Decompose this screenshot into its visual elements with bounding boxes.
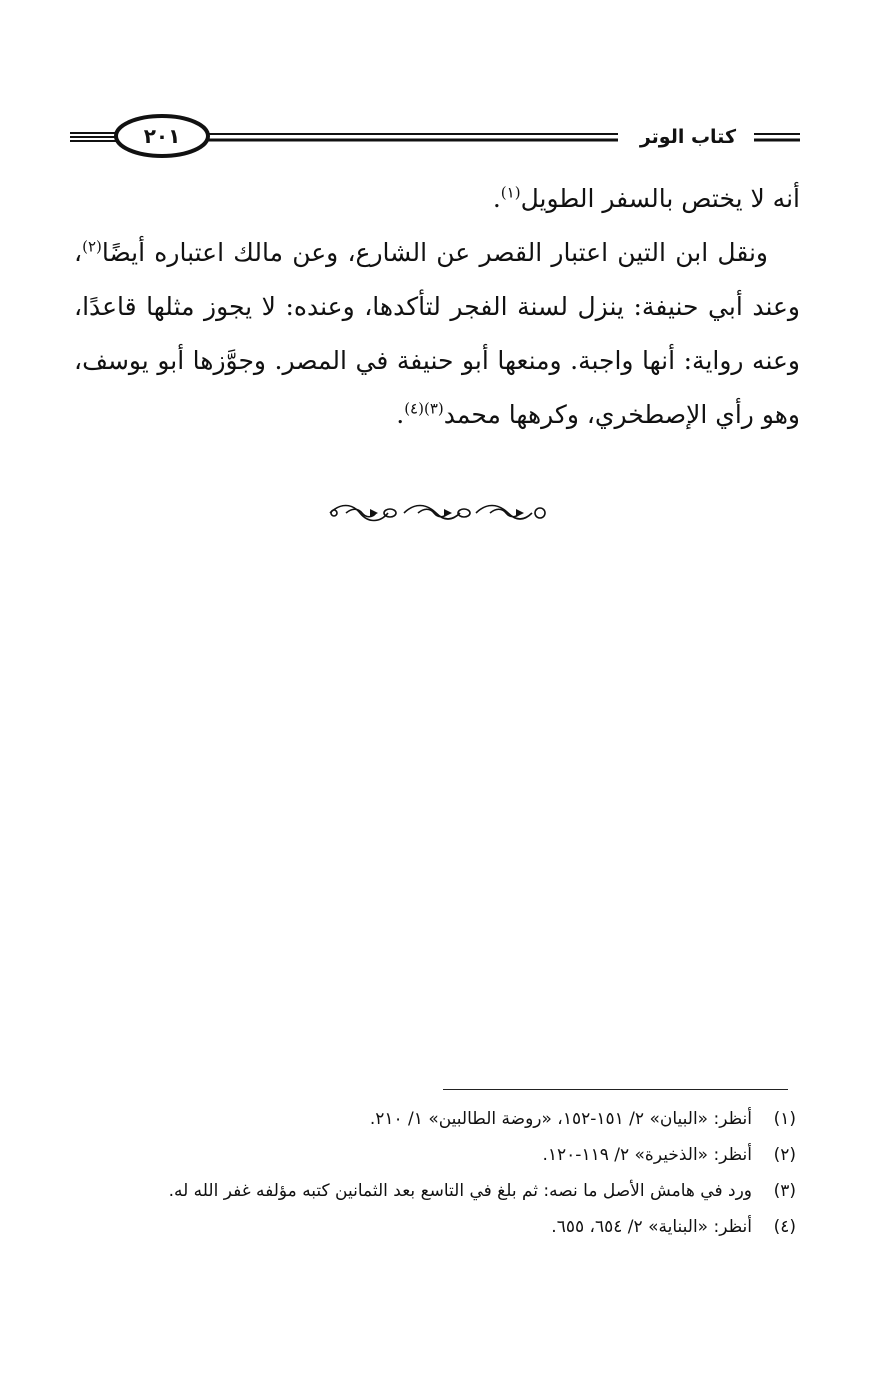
- paragraph-1-text: أنه لا يختص بالسفر الطويل: [520, 184, 800, 213]
- footnote-ref-3[interactable]: (٣): [423, 399, 444, 418]
- paragraph-2: [74, 226, 800, 442]
- footnote-2: [66, 1137, 796, 1173]
- footnote-text: أنظر: «البيان» ٢/ ١٥١-١٥٢، «روضة الطالبين» ١/ ٢١٠.: [369, 1109, 752, 1129]
- page-header: [70, 112, 806, 162]
- paragraph-1-end: .: [492, 184, 501, 213]
- page-number: ٢٠١: [143, 124, 181, 148]
- footnote-number: (٤): [773, 1217, 796, 1237]
- footnote-ref-2[interactable]: (٢): [82, 237, 102, 256]
- paragraph-2-text-a: ونقل ابن التين اعتبار القصر عن الشارع، وعن مالك اعتباره أيضًا: [101, 238, 768, 267]
- paragraph-2-text-b: ، وعند أبي حنيفة: ينزل لسنة الفجر لتأكدها، وعنده: لا يجوز مثلها قاعدًا، وعنه رواية: أنها واجبة. ومنعها أبو حنيفة في المصر. وجوَّزها أبو يوسف، وهو رأي الإصطخري، وكرهها محمد: [74, 238, 800, 429]
- paragraph-1: [74, 172, 800, 226]
- paragraph-2-end: .: [396, 400, 405, 429]
- footnote-4: [66, 1209, 796, 1245]
- footnote-number: (٢): [773, 1145, 796, 1165]
- footnote-text: ورد في هامش الأصل ما نصه: ثم بلغ في التاسع بعد الثمانين كتبه مؤلفه غفر الله له.: [168, 1181, 752, 1201]
- footnotes: [66, 1101, 796, 1245]
- footnote-ref-4[interactable]: (٤): [404, 399, 424, 418]
- footnote-separator: [443, 1089, 788, 1090]
- footnote-text: أنظر: «البناية» ٢/ ٦٥٤، ٦٥٥.: [551, 1217, 752, 1237]
- footnote-text: أنظر: «الذخيرة» ٢/ ١١٩-١٢٠.: [542, 1145, 752, 1165]
- footnote-ref-1[interactable]: (١): [500, 183, 521, 202]
- footnote-1: [66, 1101, 796, 1137]
- main-text: [74, 172, 800, 442]
- footnote-number: (٣): [773, 1181, 796, 1201]
- floral-divider-icon: [326, 500, 552, 526]
- footnote-number: (١): [773, 1109, 796, 1129]
- footnote-3: [66, 1173, 796, 1209]
- running-title: كتاب الوتر: [630, 122, 746, 152]
